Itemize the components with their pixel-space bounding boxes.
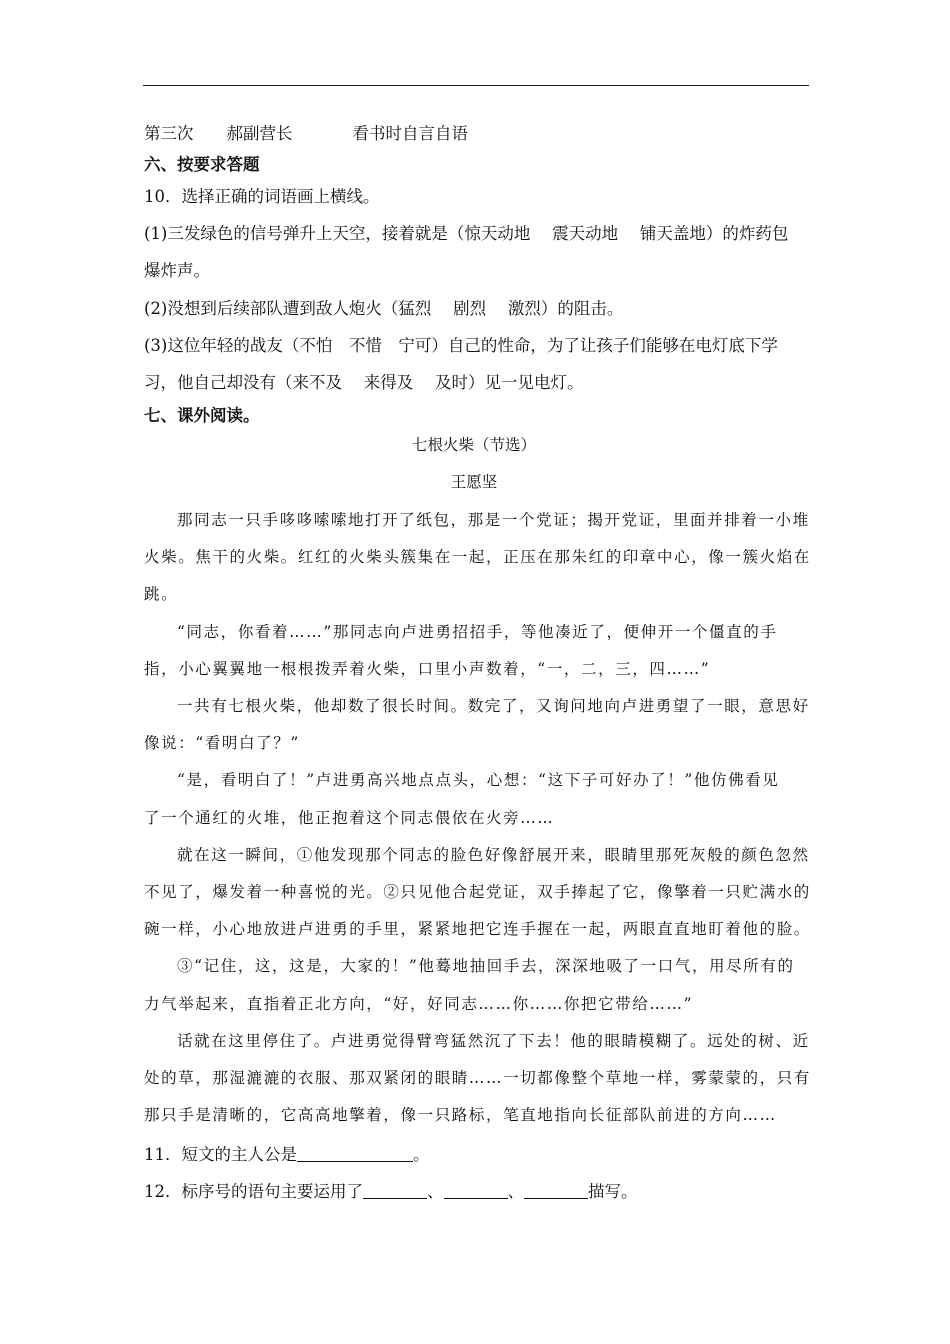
q12-end: 描写。 (588, 1182, 638, 1201)
passage-line: 话就在这里停住了。卢进勇觉得臂弯猛然沉了下去！他的眼睛模糊了。远处的树、近 (177, 1031, 810, 1050)
q10-sentence-1-cont: 爆炸声。 (144, 261, 210, 280)
q11 (144, 1144, 430, 1166)
passage-line: 跳。 (144, 585, 179, 604)
passage-line: 那只手是清晰的，它高高地擎着，像一只路标，笔直地指向长征部队前进的方向…… (144, 1106, 777, 1125)
q10-sentence-3-cont: 习，他自己却没有（来不及 来得及 及时）见一见电灯。 (144, 373, 584, 392)
header-rule (143, 85, 809, 86)
passage-line: 不见了，爆发着一种喜悦的光。②只见他合起党证，双手捧起了它，像擎着一只贮满水的 (144, 883, 811, 901)
q12-answer-blank-2[interactable] (444, 1182, 508, 1199)
passage-line: 火柴。焦干的火柴。红红的火柴头簇集在一起，正压在那朱红的印章中心，像一簇火焰在 (144, 548, 811, 567)
q12-answer-blank-1[interactable] (363, 1182, 427, 1199)
passage-line: 一共有七根火柴，他却数了很长时间。数完了，又询问地向卢进勇望了一眼，意思好 (177, 697, 810, 715)
passage-line: 像说：“看明白了？” (144, 734, 300, 753)
q10-sentence-1: (1)三发绿色的信号弹升上天空，接着就是（惊天动地 震天动地 铺天盖地）的炸药包 (144, 224, 789, 243)
answer-row-third (144, 123, 468, 145)
passage-line: 碗一样，小心地放进卢进勇的手里，紧紧地把它连手握在一起，两眼直直地盯着他的脸。 (144, 920, 811, 939)
passage-line: “是，看明白了！”卢进勇高兴地点点头，心想：“这下子可好办了！”他仿佛看见 (177, 771, 780, 790)
answer-action: 看书时自言自语 (352, 124, 468, 143)
q12-answer-blank-3[interactable] (524, 1182, 588, 1199)
answer-order: 第三次 (144, 124, 194, 143)
passage-line: 指，小心翼翼地一根根拨弄着火柴，口里小声数着，“一，二，三，四……” (144, 659, 711, 678)
q12-sep-1: 、 (427, 1182, 444, 1201)
answer-person: 郝副营长 (226, 124, 293, 143)
passage-author: 王愿坚 (450, 473, 498, 491)
q11-end: 。 (413, 1145, 430, 1164)
q10-sentence-2: (2)没想到后续部队遭到敌人炮火（猛烈 剧烈 激烈）的阻击。 (144, 299, 624, 318)
section-six-heading: 六、按要求答题 (144, 155, 260, 174)
q11-answer-blank[interactable] (297, 1145, 413, 1162)
q11-prompt: 11．短文的主人公是 (144, 1145, 297, 1164)
q12-prompt: 12．标序号的语句主要运用了 (144, 1182, 363, 1201)
passage-line: “同志，你看着……”那同志向卢进勇招招手，等他凑近了，便伸开一个僵直的手 (177, 622, 778, 641)
q12 (144, 1181, 638, 1203)
passage-line: 处的草，那湿漉漉的衣服、那双紧闭的眼睛……一切都像整个草地一样，雾蒙蒙的，只有 (144, 1069, 811, 1087)
passage-title: 七根火柴（节选） (411, 436, 536, 454)
passage-line: 力气举起来，直指着正北方向，“好，好同志……你……你把它带给……” (144, 994, 694, 1013)
passage-line: ③“记住，这，这是，大家的！”他蓦地抽回手去，深深地吸了一口气，用尽所有的 (177, 957, 795, 976)
passage-line: 了一个通红的火堆，他正抱着这个同志偎依在火旁…… (144, 808, 555, 827)
passage-line: 那同志一只手哆哆嗦嗦地打开了纸包，那是一个党证；揭开党证，里面并排着一小堆 (177, 511, 810, 529)
q10-sentence-3: (3)这位年轻的战友（不怕 不惜 宁可）自己的性命，为了让孩子们能够在电灯底下学 (144, 336, 778, 355)
q12-sep-2: 、 (507, 1182, 524, 1201)
q10-stem: 10．选择正确的词语画上横线。 (144, 187, 380, 206)
passage-line: 就在这一瞬间，①他发现那个同志的脸色好像舒展开来，眼睛里那死灰般的颜色忽然 (177, 845, 810, 864)
section-seven-heading: 七、课外阅读。 (144, 406, 260, 425)
